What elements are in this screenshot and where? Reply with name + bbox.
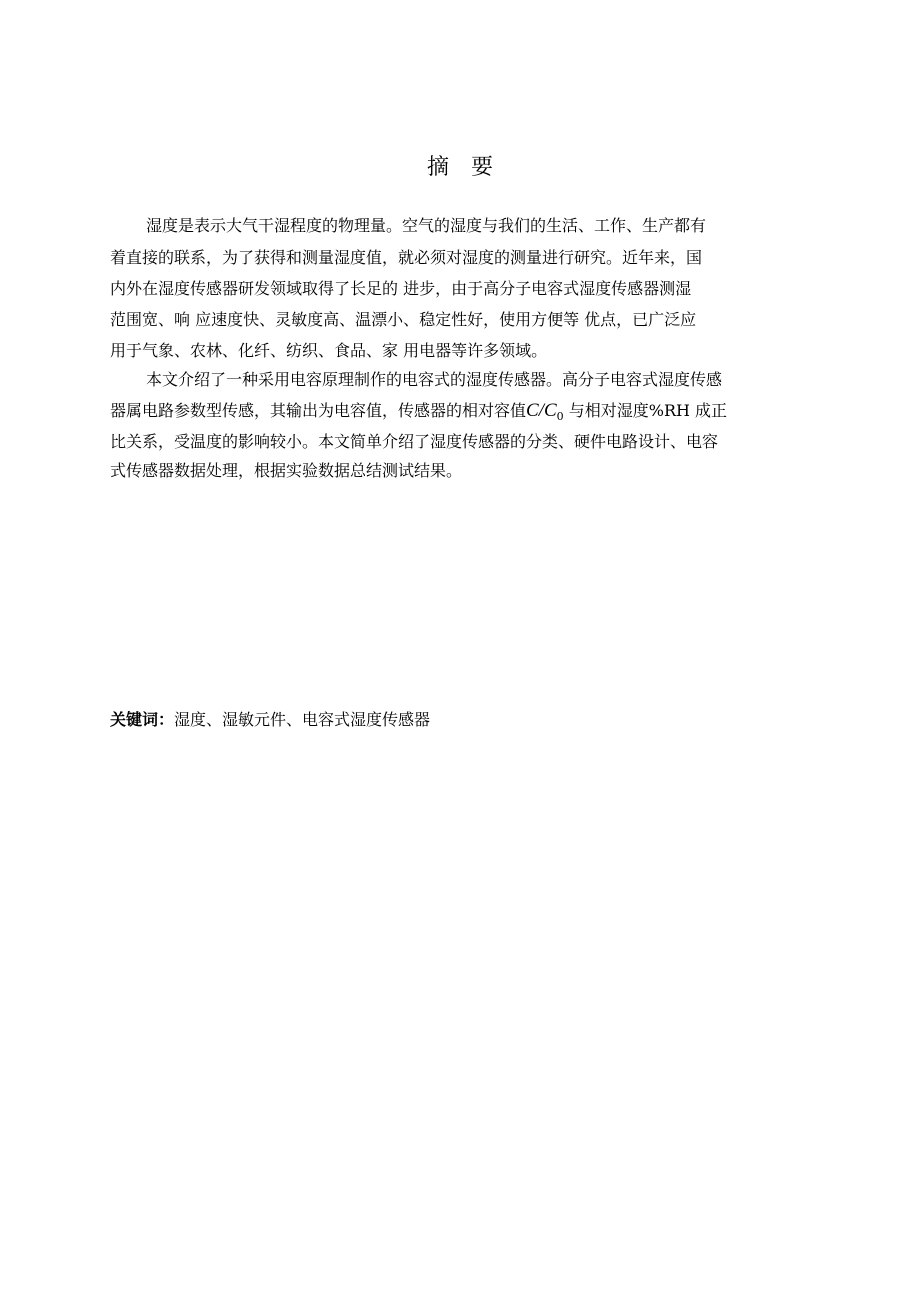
keywords-text: 湿度、湿敏元件、电容式湿度传感器 [174,710,431,729]
abstract-title-part-1: 摘 [426,155,449,180]
para2-line-2 [110,397,727,425]
para1-line-2: 着直接的联系，为了获得和测量湿度值，就必须对湿度的测量进行研究。近年来，国 [110,248,703,267]
formula-slash: / [538,400,544,421]
para2-line-3: 比关系，受温度的影响较小。本文简单介绍了湿度传感器的分类、硬件电路设计、电容 [110,432,719,451]
keywords-line [110,707,430,730]
para1-line-5: 用于气象、农林、化纤、纺织、食品、家 用电器等许多领域。 [110,341,548,360]
para2-line-2-tail: 与相对湿度%RH 成正 [563,401,728,420]
para1-line-4: 范围宽、响 应速度快、灵敏度高、温漂小、稳定性好，使用方便等 优点，已广泛应 [110,310,697,329]
formula-c: C [526,400,539,421]
abstract-title [0,150,920,181]
para1-line-1: 湿度是表示大气干湿程度的物理量。空气的湿度与我们的生活、工作、生产都有 [146,216,707,235]
formula-c0: C [543,400,557,421]
para1-line-3: 内外在湿度传感器研发领域取得了长足的 进步，由于高分子电容式湿度传感器测湿 [110,279,692,298]
keywords-label: 关键词： [110,710,175,729]
para2-line-1: 本文介绍了一种采用电容原理制作的电容式的湿度传感器。高分子电容式湿度传感 [146,370,723,389]
para2-line-2-text: 器属电路参数型传感，其输出为电容值，传感器的相对容值 [110,401,527,420]
abstract-title-part-2: 要 [471,155,494,180]
formula-subscript: 0 [556,410,564,423]
para2-line-4: 式传感器数据处理，根据实验数据总结测试结果。 [110,461,463,480]
